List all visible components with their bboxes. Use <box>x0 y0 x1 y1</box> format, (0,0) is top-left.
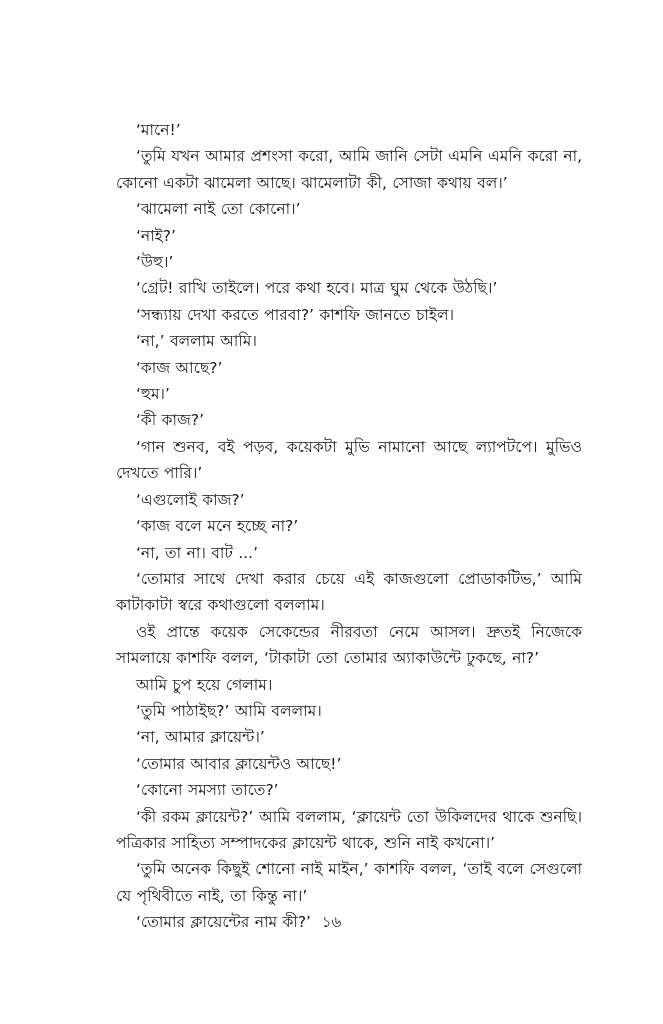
paragraph: ‘কী কাজ?’ <box>136 411 204 430</box>
paragraph: ‘সন্ধ্যায় দেখা করতে পারবা?’ কাশফি জানতে চাইল। <box>136 305 455 324</box>
paragraph: ‘তোমার সাথে দেখা করার চেয়ে এই কাজগুলো প্রোডাকটিভ,’ আমি কাটাকাটা স্বরে কথাগুলো বললাম। <box>116 569 582 615</box>
page-number: ১৬ <box>321 913 342 931</box>
paragraph: আমি চুপ হয়ে গেলাম। <box>136 675 273 694</box>
paragraph: ‘উহু।’ <box>136 253 174 272</box>
paragraph: ‘কাজ আছে?’ <box>136 358 223 377</box>
paragraph: ‘তোমার ক্লায়েন্টের নাম কী?’ <box>136 913 311 932</box>
paragraph: ‘তোমার আবার ক্লায়েন্টও আছে!’ <box>136 754 342 773</box>
paragraph: ‘কাজ বলে মনে হচ্ছে না?’ <box>136 517 299 536</box>
paragraph: ‘গান শুনব, বই পড়ব, কয়েকটা মুভি নামানো আছে ল্যাপটপে। মুভিও দেখতে পারি।’ <box>116 437 582 483</box>
paragraph: ‘হুম।’ <box>136 385 170 404</box>
paragraph: ‘তুমি যখন আমার প্রশংসা করো, আমি জানি সেটা এমনি এমনি করো না, কোনো একটা ঝামেলা আছে। ঝামেলাটা কী, সোজা কথায় বল।’ <box>116 147 582 192</box>
paragraph: ‘মানে!’ <box>136 121 181 139</box>
body-text <box>116 117 582 936</box>
paragraph: ‘কী রকম ক্লায়েন্ট?’ আমি বললাম, ‘ক্লায়েন্ট তো উকিলদের থাকে শুনছি। পত্রিকার সাহিত্য সম্পাদকের ক্লায়েন্ট থাকে, শুনি নাই কখনো।’ <box>116 807 582 852</box>
paragraph: ওই প্রান্তে কয়েক সেকেন্ডের নীরবতা নেমে আসল। দ্রুতই নিজেকে সামলায়ে কাশফি বলল, ‘টাকাটা তো তোমার অ্যাকাউন্টে ঢুকছে, না?’ <box>116 622 582 668</box>
paragraph: ‘কোনো সমস্যা তাতে?’ <box>136 781 279 800</box>
paragraph: ‘ঝামেলা নাই তো কোনো।’ <box>136 200 301 219</box>
paragraph: ‘তুমি অনেক কিছুই শোনো নাই মাইন,’ কাশফি বলল, ‘তাই বলে সেগুলো যে পৃথিবীতে নাই, তা কিন্তু না।’ <box>116 860 582 905</box>
paragraph: ‘না, আমার ক্লায়েন্ট।’ <box>136 728 265 747</box>
paragraph: ‘নাই?’ <box>136 226 176 245</box>
paragraph: ‘না, তা না। বাট ...’ <box>136 543 258 562</box>
paragraph: ‘এগুলোই কাজ?’ <box>136 490 245 509</box>
paragraph: ‘না,’ বললাম আমি। <box>136 332 257 351</box>
paragraph: ‘তুমি পাঠাইছ?’ আমি বললাম। <box>136 701 322 720</box>
paragraph: ‘গ্রেট! রাখি তাইলে। পরে কথা হবে। মাত্র ঘুম থেকে উঠছি।’ <box>136 279 498 298</box>
